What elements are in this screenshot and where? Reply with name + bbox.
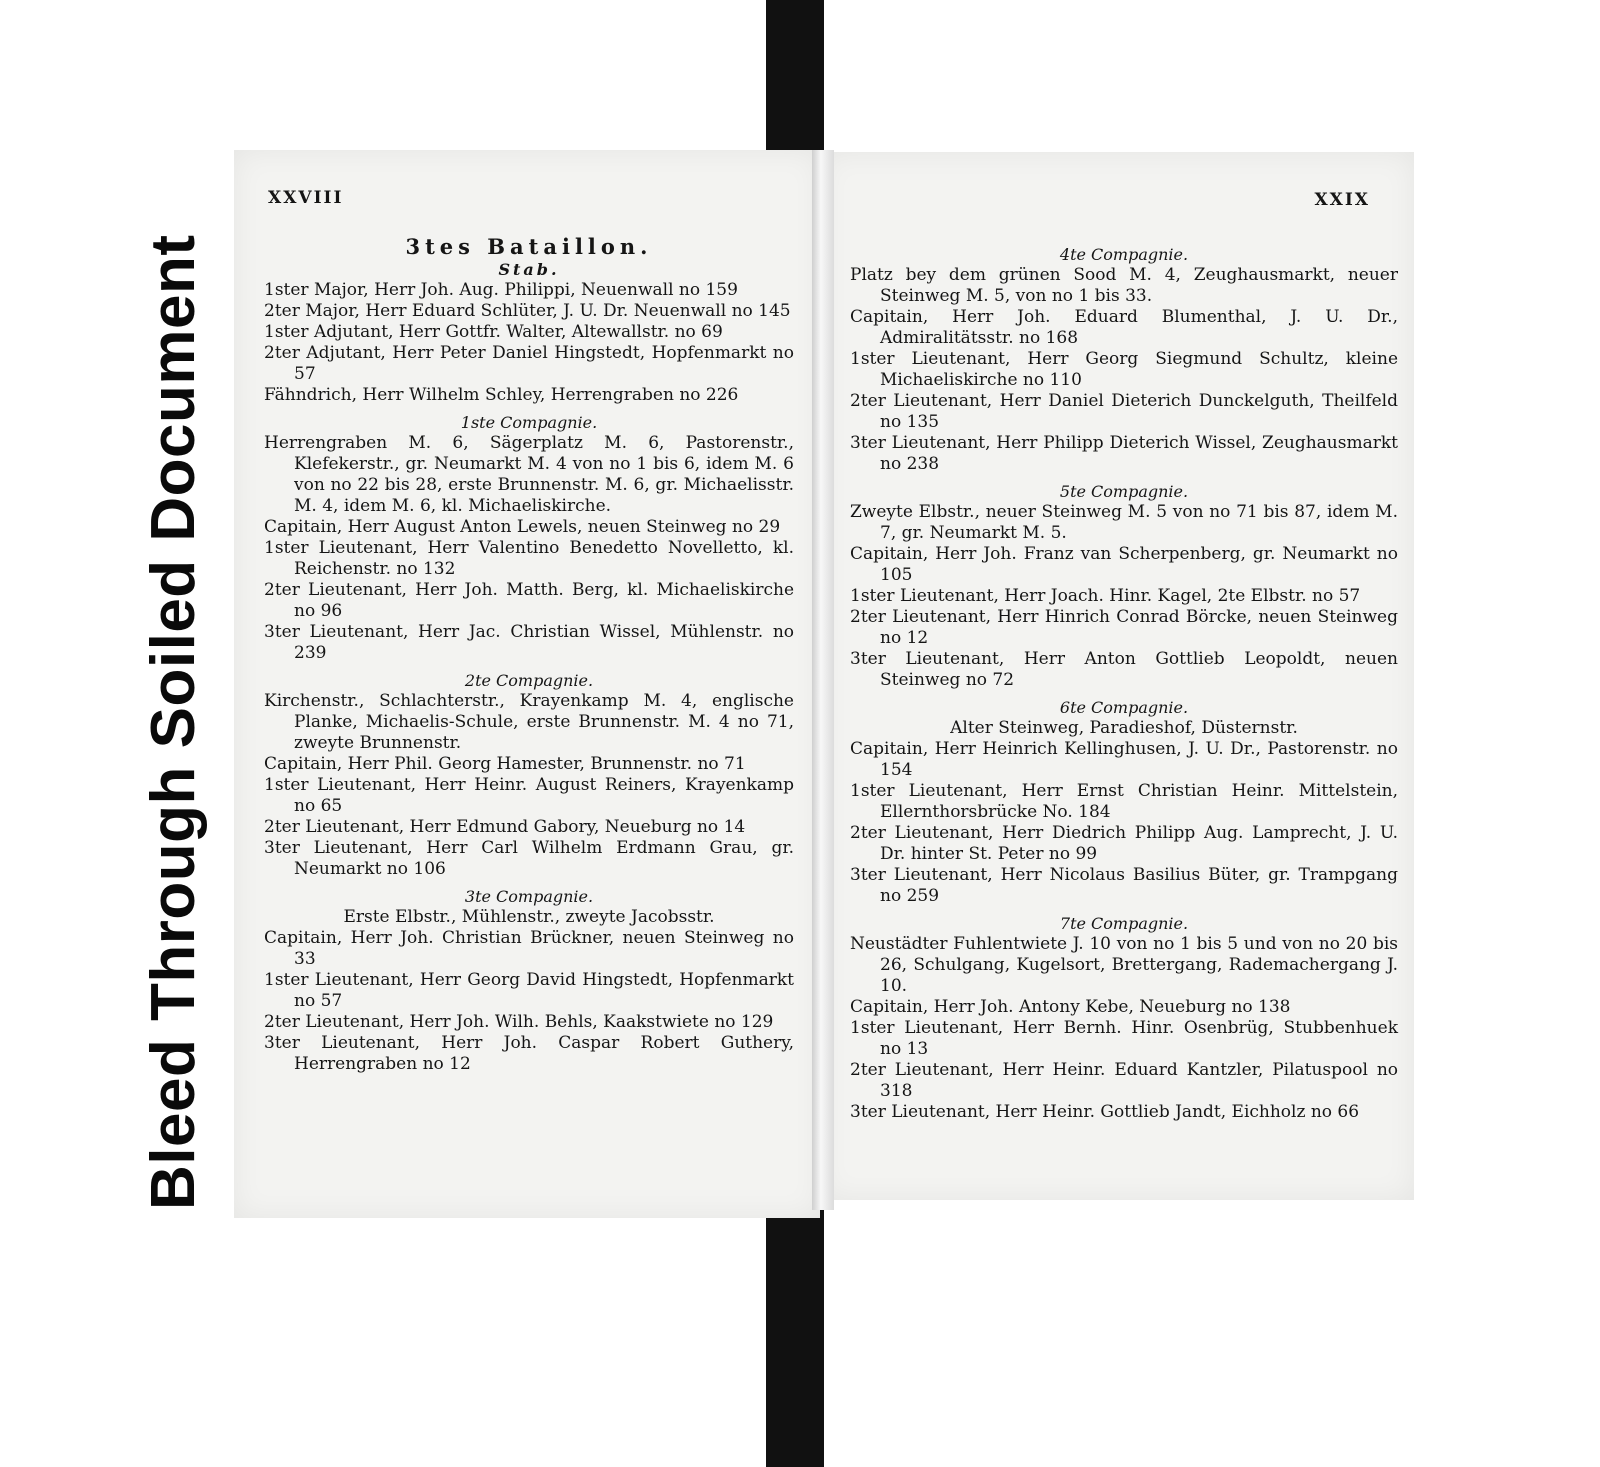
company-heading: 1ste Compagnie. bbox=[460, 413, 598, 432]
officer-entry: Capitain, Herr Joh. Christian Brückner, neuen Steinweg no 33 bbox=[264, 928, 794, 969]
officer-entry: 1ster Lieutenant, Herr Georg David Hingstedt, Hopfenmarkt no 57 bbox=[264, 970, 794, 1011]
officer-entry: Capitain, Herr Joh. Antony Kebe, Neueburg no 138 bbox=[850, 997, 1291, 1017]
company-heading: 2te Compagnie. bbox=[464, 671, 594, 690]
page-number-left: XXVIII bbox=[268, 188, 344, 208]
company-heading: 5te Compagnie. bbox=[1059, 482, 1189, 501]
officer-entry: 3ter Lieutenant, Herr Philipp Dieterich Wissel, Zeughausmarkt no 238 bbox=[850, 433, 1398, 474]
staff-entry: 1ster Major, Herr Joh. Aug. Philippi, Neuenwall no 159 bbox=[264, 280, 738, 300]
officer-entry: 2ter Lieutenant, Herr Edmund Gabory, Neueburg no 14 bbox=[264, 817, 746, 837]
officer-entry: Capitain, Herr Heinrich Kellinghusen, J. U. Dr., Pastorenstr. no 154 bbox=[850, 739, 1398, 780]
officer-entry: 3ter Lieutenant, Herr Jac. Christian Wissel, Mühlenstr. no 239 bbox=[264, 622, 794, 663]
officer-entry: 3ter Lieutenant, Herr Joh. Caspar Robert Guthery, Herrengraben no 12 bbox=[264, 1033, 794, 1074]
staff-entry: Fähndrich, Herr Wilhelm Schley, Herrengraben no 226 bbox=[264, 385, 739, 405]
officer-entry: 3ter Lieutenant, Herr Carl Wilhelm Erdmann Grau, gr. Neumarkt no 106 bbox=[264, 838, 794, 879]
staff-heading: Stab. bbox=[498, 260, 560, 279]
officer-entry: 1ster Lieutenant, Herr Joach. Hinr. Kagel, 2te Elbstr. no 57 bbox=[850, 586, 1361, 606]
company-area: Neustädter Fuhlentwiete J. 10 von no 1 bis 5 und von no 20 bis 26, Schulgang, Kugelsort, Brettergang, Rademachergang J. 10. bbox=[850, 934, 1398, 996]
officer-entry: 2ter Lieutenant, Herr Hinrich Conrad Börcke, neuen Steinweg no 12 bbox=[850, 607, 1398, 648]
officer-entry: 2ter Lieutenant, Herr Joh. Matth. Berg, kl. Michaeliskirche no 96 bbox=[264, 580, 794, 621]
officer-entry: 1ster Lieutenant, Herr Valentino Benedetto Novelletto, kl. Reichenstr. no 132 bbox=[264, 538, 794, 579]
officer-entry: 3ter Lieutenant, Herr Anton Gottlieb Leopoldt, neuen Steinweg no 72 bbox=[850, 649, 1398, 690]
company-area: Platz bey dem grünen Sood M. 4, Zeughausmarkt, neuer Steinweg M. 5, von no 1 bis 33. bbox=[850, 265, 1398, 306]
company-area: Zweyte Elbstr., neuer Steinweg M. 5 von no 71 bis 87, idem M. 7, gr. Neumarkt M. 5. bbox=[850, 502, 1398, 543]
officer-entry: 2ter Lieutenant, Herr Diedrich Philipp Aug. Lamprecht, J. U. Dr. hinter St. Peter no 99 bbox=[850, 823, 1398, 864]
officer-entry: 3ter Lieutenant, Herr Nicolaus Basilius Büter, gr. Trampgang no 259 bbox=[850, 865, 1398, 906]
book-gutter bbox=[812, 150, 834, 1210]
left-page bbox=[234, 150, 820, 1218]
staff-entry: 2ter Major, Herr Eduard Schlüter, J. U. Dr. Neuenwall no 145 bbox=[264, 301, 791, 321]
officer-entry: 3ter Lieutenant, Herr Heinr. Gottlieb Jandt, Eichholz no 66 bbox=[850, 1102, 1360, 1122]
officer-entry: Capitain, Herr August Anton Lewels, neuen Steinweg no 29 bbox=[264, 517, 781, 537]
officer-entry: 1ster Lieutenant, Herr Ernst Christian Heinr. Mittelstein, Ellernthorsbrücke No. 184 bbox=[850, 781, 1398, 822]
officer-entry: 1ster Lieutenant, Herr Bernh. Hinr. Osenbrüg, Stubbenhuek no 13 bbox=[850, 1018, 1398, 1059]
left-page-text bbox=[264, 236, 794, 1075]
right-page bbox=[822, 152, 1414, 1200]
officer-entry: Capitain, Herr Joh. Franz van Scherpenberg, gr. Neumarkt no 105 bbox=[850, 544, 1398, 585]
company-heading: 7te Compagnie. bbox=[1059, 914, 1189, 933]
battalion-title: 3tes Bataillon. bbox=[405, 234, 653, 259]
staff-entry: 2ter Adjutant, Herr Peter Daniel Hingstedt, Hopfenmarkt no 57 bbox=[264, 343, 794, 384]
officer-entry: 2ter Lieutenant, Herr Heinr. Eduard Kantzler, Pilatuspool no 318 bbox=[850, 1060, 1398, 1101]
company-area: Herrengraben M. 6, Sägerplatz M. 6, Pastorenstr., Klefekerstr., gr. Neumarkt M. 4 von no 1 bis 6, idem M. 6 von no 22 bis 28, erste Brunnenstr. M. 6, gr. Michaelisstr. M. 4, idem M. 6, kl. Michaeliskirche. bbox=[264, 433, 794, 516]
officer-entry: Capitain, Herr Joh. Eduard Blumenthal, J. U. Dr., Admiralitätsstr. no 168 bbox=[850, 307, 1398, 348]
company-heading: 3te Compagnie. bbox=[464, 887, 594, 906]
binding-strip-top bbox=[766, 0, 824, 160]
binding-strip-bottom bbox=[766, 1200, 824, 1467]
company-heading: 4te Compagnie. bbox=[1059, 245, 1189, 264]
page-number-right: XXIX bbox=[1314, 190, 1370, 210]
officer-entry: 2ter Lieutenant, Herr Joh. Wilh. Behls, Kaakstwiete no 129 bbox=[264, 1012, 774, 1032]
right-page-text bbox=[850, 238, 1398, 1123]
company-heading: 6te Compagnie. bbox=[1059, 698, 1189, 717]
company-area: Alter Steinweg, Paradieshof, Düsternstr. bbox=[950, 718, 1298, 738]
company-area: Erste Elbstr., Mühlenstr., zweyte Jacobsstr. bbox=[343, 907, 715, 927]
officer-entry: 1ster Lieutenant, Herr Heinr. August Reiners, Krayenkamp no 65 bbox=[264, 775, 794, 816]
bleed-through-stamp: Bleed Through Soiled Document bbox=[139, 234, 208, 1210]
staff-entry: 1ster Adjutant, Herr Gottfr. Walter, Altewallstr. no 69 bbox=[264, 322, 723, 342]
officer-entry: 1ster Lieutenant, Herr Georg Siegmund Schultz, kleine Michaeliskirche no 110 bbox=[850, 349, 1398, 390]
officer-entry: Capitain, Herr Phil. Georg Hamester, Brunnenstr. no 71 bbox=[264, 754, 746, 774]
company-area: Kirchenstr., Schlachterstr., Krayenkamp M. 4, englische Planke, Michaelis-Schule, erste Brunnenstr. M. 4 no 71, zweyte Brunnenstr. bbox=[264, 691, 794, 753]
officer-entry: 2ter Lieutenant, Herr Daniel Dieterich Dunckelguth, Theilfeld no 135 bbox=[850, 391, 1398, 432]
